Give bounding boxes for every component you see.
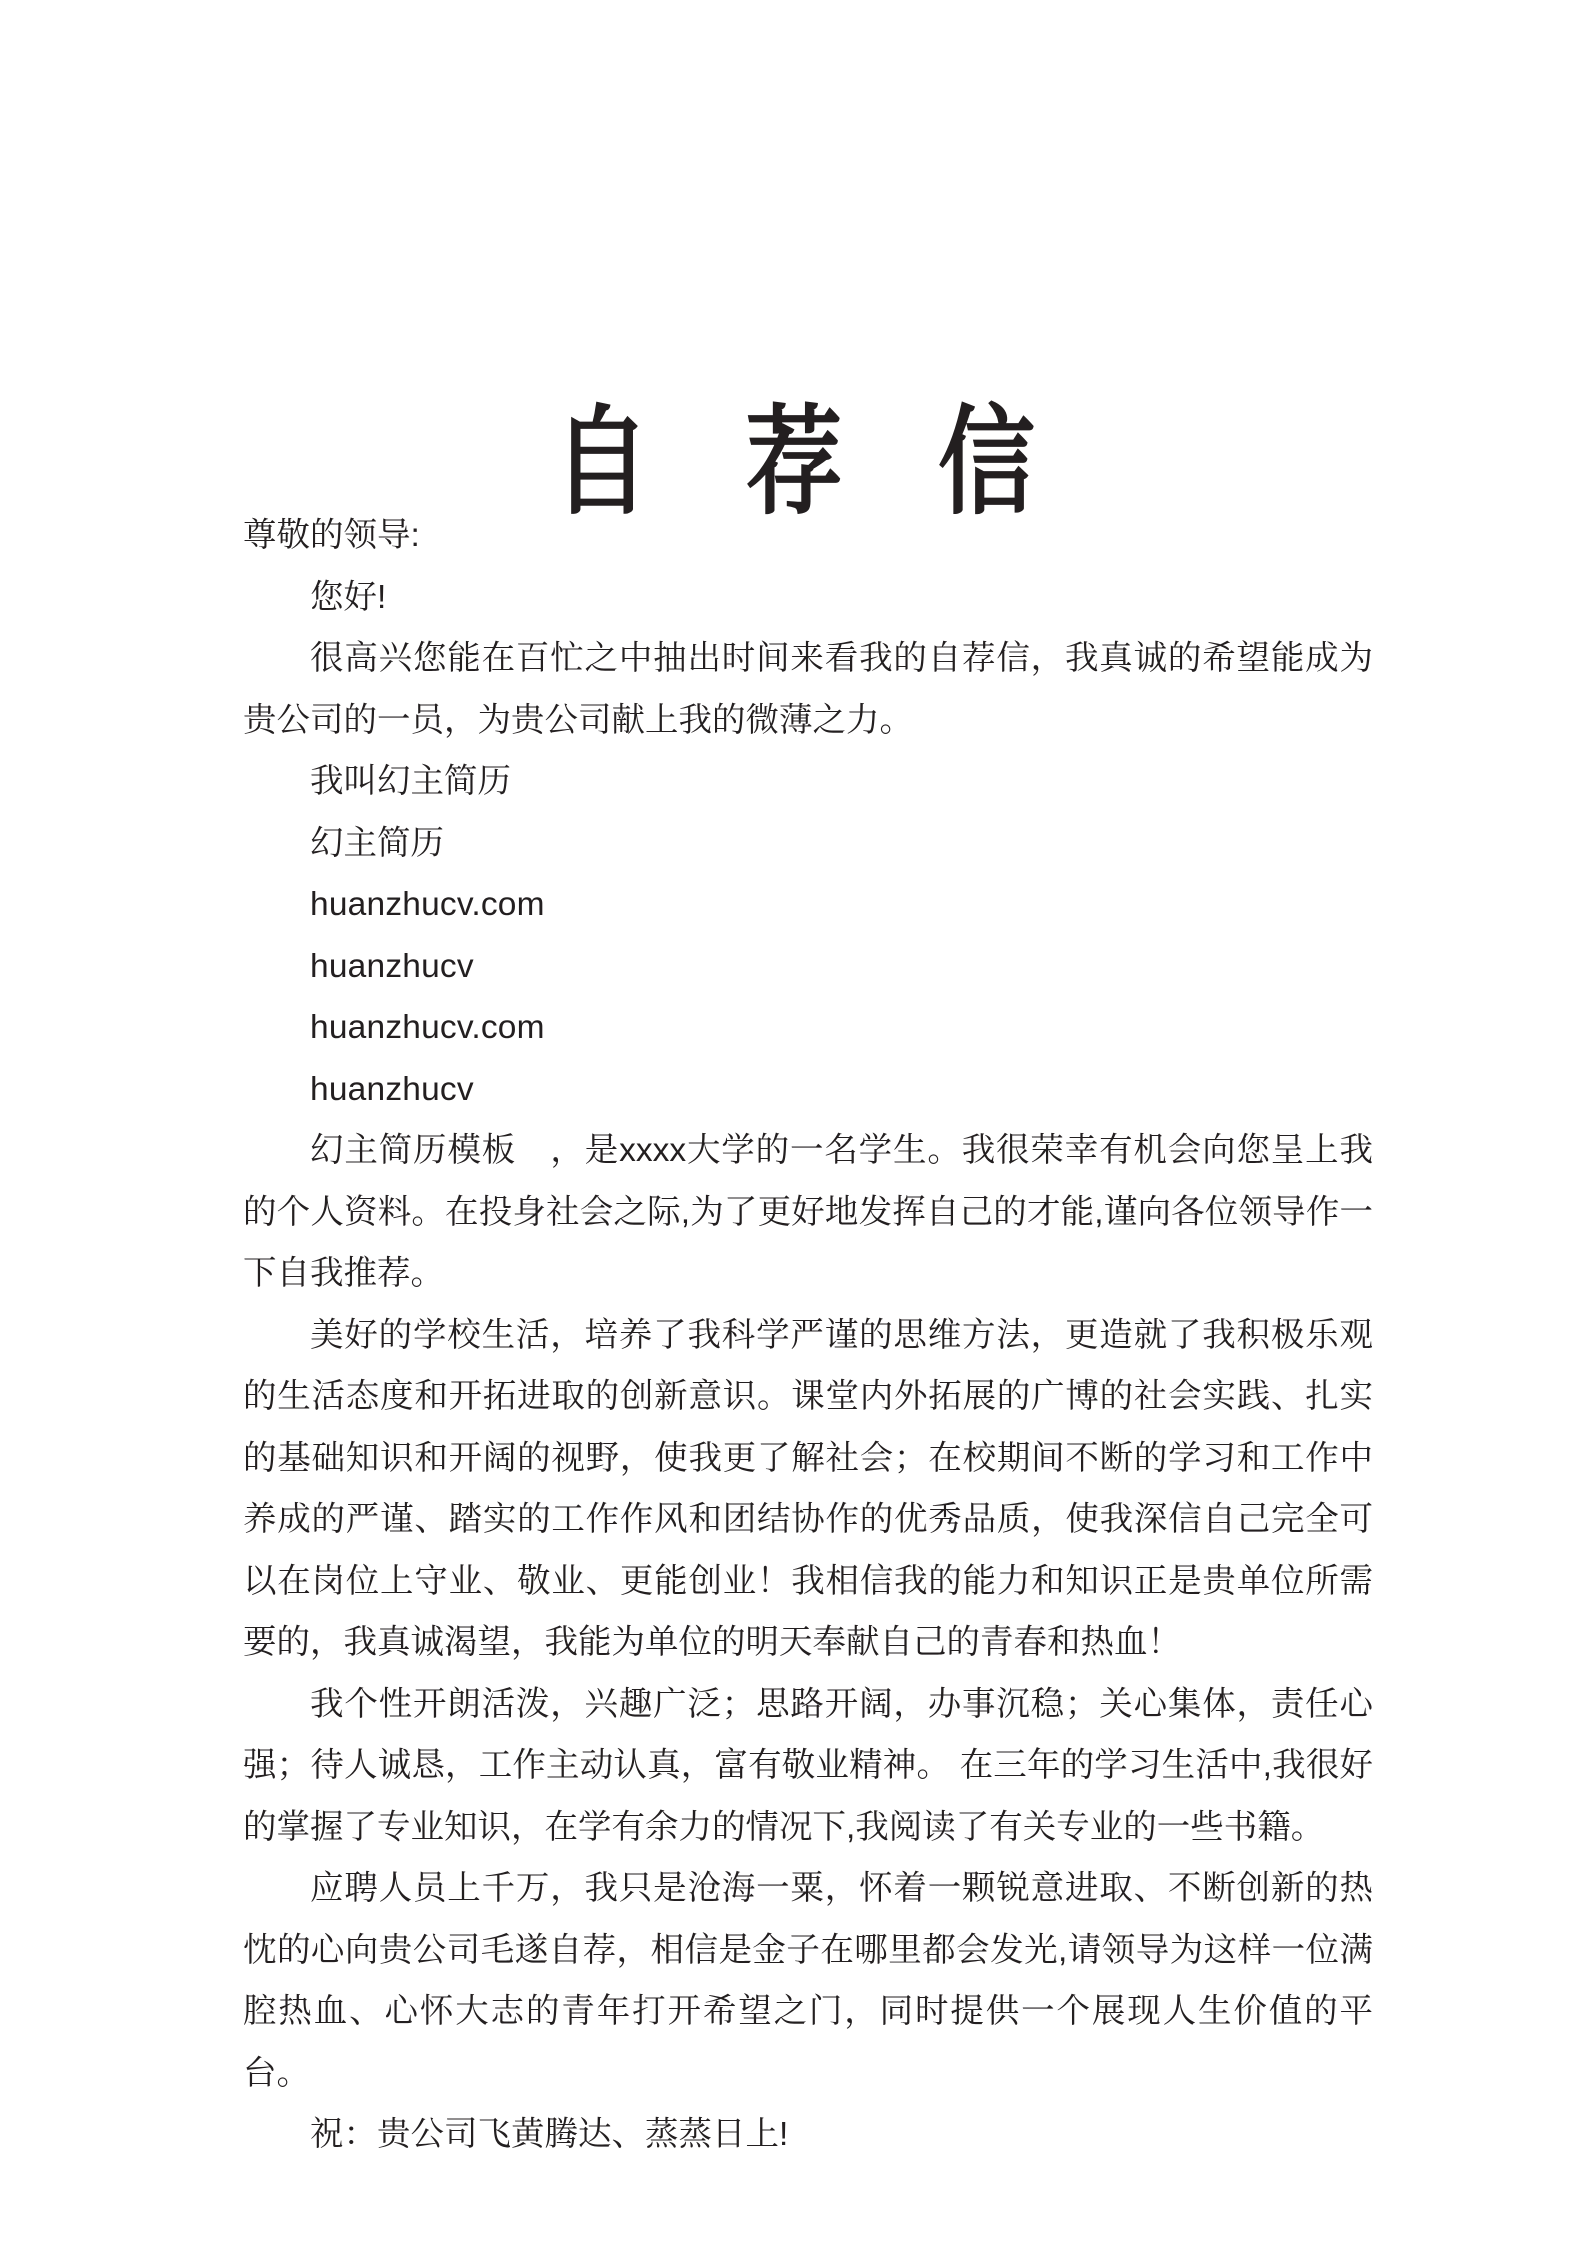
paragraph-site-4: huanzhucv [310,1070,474,1108]
paragraph-name: 我叫幻主简历 [310,763,511,800]
salutation: 尊敬的领导: [243,517,420,554]
paragraph-school-life: 美好的学校生活，培养了我科学严谨的思维方法，更造就了我积极乐观的生活态度和开拓进取的创新意识。课堂内外拓展的广博的社会实践、扎实的基础知识和开阔的视野，使我更了解社会；在校期间不断的学习和工作中养成的严谨、踏实的工作作风和团结协作的优秀品质，使我深信自己完全可以在岗位上守业、敬业、更能创业！我相信我的能力和知识正是贵单位所需要的，我真诚渴望，我能为单位的明天奉献自己的青春和热血！ [243,1316,1373,1661]
paragraph-personality: 我个性开朗活泼，兴趣广泛；思路开阔，办事沉稳；关心集体，责任心强；待人诚恳，工作主动认真，富有敬业精神。 在三年的学习生活中,我很好的掌握了专业知识，在学有余力的情况下,我阅读了有关专业的一些书籍。 [243,1685,1373,1846]
paragraph-brand: 幻主简历 [310,824,444,862]
paragraph-intro: 很高兴您能在百忙之中抽出时间来看我的自荐信，我真诚的希望能成为贵公司的一员，为贵公司献上我的微薄之力。 [243,640,1373,739]
paragraph-template-intro: 幻主简历模板 ，是xxxx大学的一名学生。我很荣幸有机会向您呈上我的个人资料。在投身社会之际,为了更好地发挥自己的才能,谨向各位领导作一下自我推荐。 [243,1132,1373,1292]
greeting: 您好! [310,578,387,616]
paragraph-site-2: huanzhucv [310,947,474,985]
paragraph-closing-wish: 祝：贵公司飞黄腾达、蒸蒸日上! [310,2116,789,2153]
paragraph-site-1: huanzhucv.com [310,886,545,923]
paragraph-application: 应聘人员上千万，我只是沧海一粟，怀着一颗锐意进取、不断创新的热忱的心向贵公司毛遂自荐，相信是金子在哪里都会发光,请领导为这样一位满腔热血、心怀大志的青年打开希望之门，同时提供一个展现人生价值的平台。 [243,1870,1373,2092]
paragraph-site-3: huanzhucv.com [310,1009,545,1046]
page-title: 自 荐 信 [553,397,1070,530]
letter-body [243,505,1373,2166]
